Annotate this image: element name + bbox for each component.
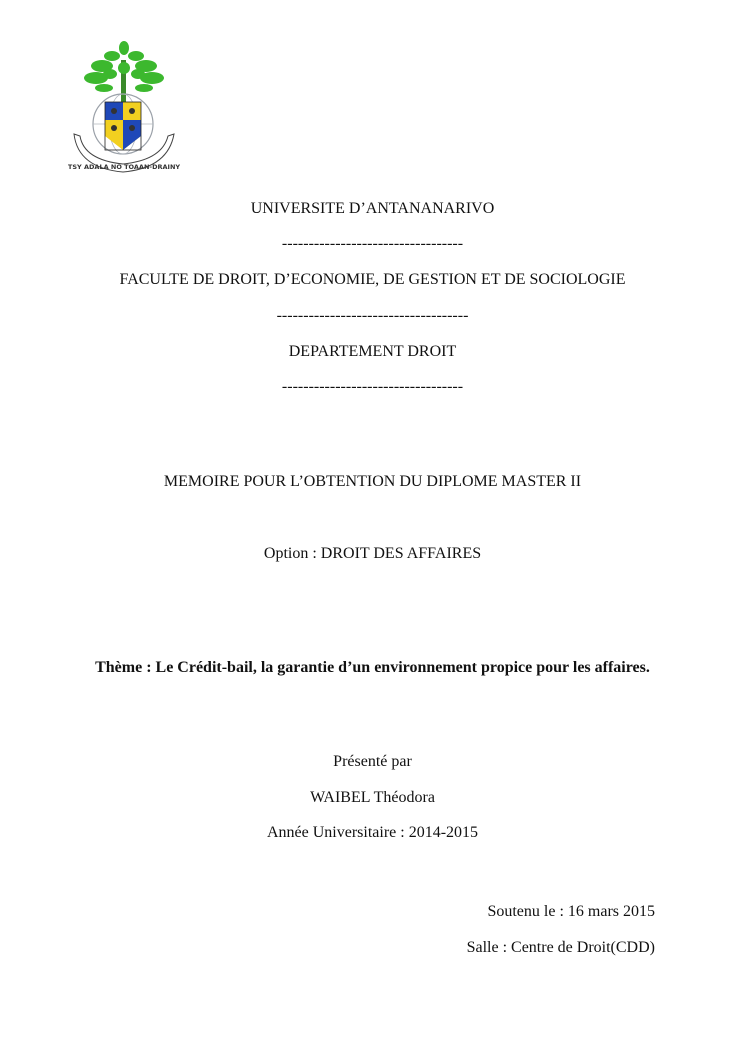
separator: ------------------------------------ [276, 307, 469, 324]
defense-room: Salle : Centre de Droit(CDD) [466, 939, 655, 956]
svg-text:TSY ADALA NO TOAAN-DRAINY: TSY ADALA NO TOAAN-DRAINY [68, 163, 180, 171]
defense-date: Soutenu le : 16 mars 2015 [487, 903, 655, 920]
separator: ---------------------------------- [281, 235, 464, 252]
university-name: UNIVERSITE D’ANTANANARIVO [250, 200, 495, 217]
faculty-name: FACULTE DE DROIT, D’ECONOMIE, DE GESTION ET DE SOCIOLOGIE [119, 271, 626, 288]
theme-title: Thème : Le Crédit-bail, la garantie d’un environnement propice pour les affaires. [95, 659, 650, 676]
department-name: DEPARTEMENT DROIT [288, 343, 457, 360]
academic-year: Année Universitaire : 2014-2015 [266, 824, 479, 841]
university-crest-icon [68, 38, 180, 180]
memoire-title: MEMOIRE POUR L’OBTENTION DU DIPLOME MASTER II [163, 473, 582, 490]
separator: ---------------------------------- [281, 378, 464, 395]
option-label: Option : DROIT DES AFFAIRES [263, 545, 482, 562]
presented-by-label: Présenté par [333, 753, 412, 770]
author-name: WAIBEL Théodora [310, 789, 435, 806]
